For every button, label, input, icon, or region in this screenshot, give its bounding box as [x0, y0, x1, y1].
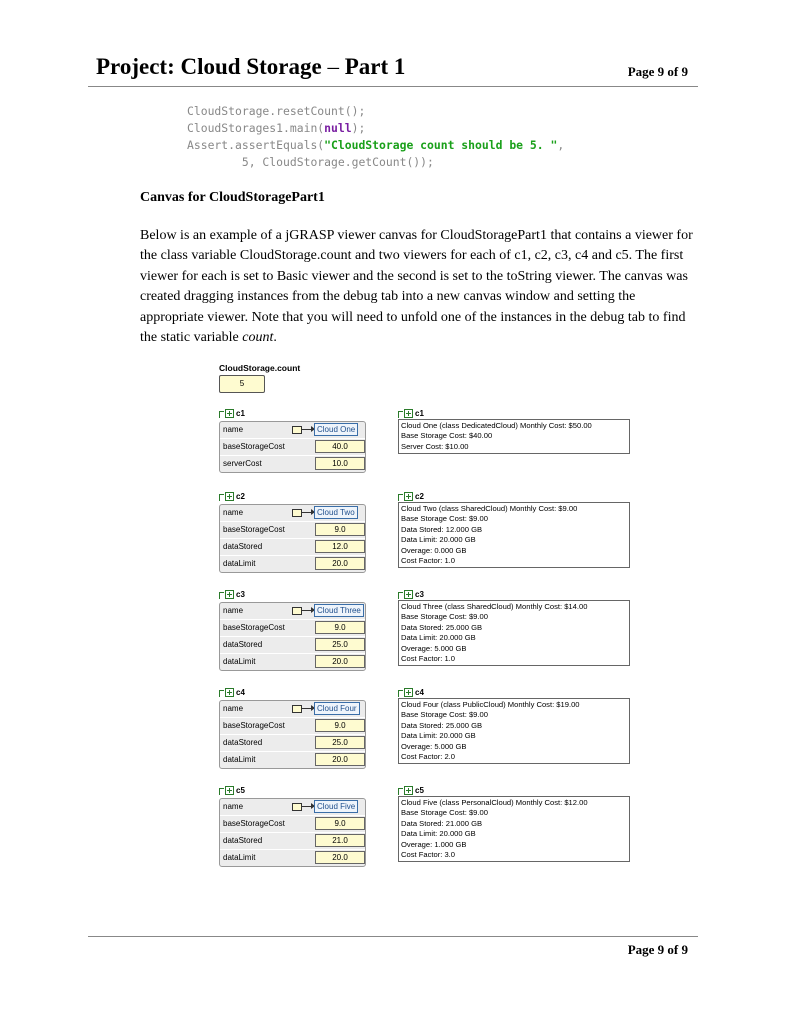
description-paragraph [140, 226, 696, 348]
tostring-line: Overage: 5.000 GB [401, 741, 467, 751]
title-part: Part 1 [344, 54, 406, 79]
string-value[interactable]: Cloud Two [314, 506, 358, 519]
tostring-line: Cost Factor: 3.0 [401, 850, 456, 860]
field-name: serverCost [223, 459, 262, 468]
expand-icon[interactable] [225, 409, 234, 418]
field-row [220, 833, 365, 850]
expand-icon[interactable] [225, 492, 234, 501]
field-value[interactable]: 9.0 [315, 621, 365, 634]
reference-icon [292, 607, 302, 615]
field-row [220, 654, 365, 670]
field-row [220, 539, 365, 556]
arrow-icon [301, 512, 314, 513]
field-row [220, 556, 365, 572]
paragraph-text: Below is an example of a jGRASP viewer canvas for CloudStoragePart1 that contains a viewer for the class variable CloudStorage.count and two viewers for each of c1, c2, c3, c4 and c5. The first viewer for each is set to Basic viewer and the second is set to the toString viewer. The canvas was created dragging instances from the debug tab into a new canvas window and setting the appropriate viewer. Note that you will need to unfold one of the instances in the debug tab to find the static variable [140, 228, 693, 346]
field-name: name [223, 606, 244, 615]
tostring-viewer-label [398, 408, 424, 418]
tostring-line: Data Stored: 25.000 GB [401, 622, 483, 632]
handle-icon [219, 788, 224, 795]
field-row [220, 735, 365, 752]
expand-icon[interactable] [404, 786, 413, 795]
field-name: dataLimit [223, 559, 256, 568]
tostring-line: Data Stored: 21.000 GB [401, 818, 483, 828]
handle-icon [219, 592, 224, 599]
tostring-viewer-label [398, 589, 424, 599]
expand-icon[interactable] [225, 590, 234, 599]
field-row [220, 816, 365, 833]
tostring-line: Data Stored: 12.000 GB [401, 524, 483, 534]
object-name: c2 [236, 491, 245, 501]
code-block [187, 103, 564, 171]
field-name: dataLimit [223, 657, 256, 666]
object-name: c1 [415, 408, 424, 418]
basic-viewer-label [219, 408, 245, 418]
field-row [220, 718, 365, 735]
field-name: dataLimit [223, 853, 256, 862]
field-name: baseStorageCost [223, 721, 285, 730]
code-line: 5, CloudStorage.getCount()); [187, 155, 434, 169]
footer-page-number: Page 9 of 9 [627, 942, 688, 957]
field-name: baseStorageCost [223, 525, 285, 534]
basic-viewer[interactable] [219, 700, 366, 769]
basic-viewer-label [219, 687, 245, 697]
handle-icon [219, 690, 224, 697]
field-row [220, 505, 365, 522]
basic-viewer-label [219, 589, 245, 599]
basic-viewer-label [219, 491, 245, 501]
field-row [220, 422, 365, 439]
tostring-line: Cloud Three (class SharedCloud) Monthly Cost: $14.00 [401, 602, 588, 611]
field-value[interactable]: 12.0 [315, 540, 365, 553]
tostring-line: Cost Factor: 1.0 [401, 556, 456, 566]
field-value[interactable]: 9.0 [315, 719, 365, 732]
handle-icon [219, 494, 224, 501]
tostring-line: Overage: 0.000 GB [401, 545, 467, 555]
field-value[interactable]: 20.0 [315, 851, 365, 864]
tostring-line: Data Limit: 20.000 GB [401, 535, 476, 545]
handle-icon [398, 494, 403, 501]
handle-icon [398, 592, 403, 599]
tostring-line: Data Limit: 20.000 GB [401, 829, 476, 839]
basic-viewer[interactable] [219, 798, 366, 867]
paragraph-emphasis: count [242, 330, 274, 346]
reference-icon [292, 426, 302, 434]
tostring-line: Base Storage Cost: $9.00 [401, 612, 488, 622]
object-name: c2 [415, 491, 424, 501]
tostring-line: Cloud Five (class PersonalCloud) Monthly Cost: $12.00 [401, 798, 588, 807]
object-name: c5 [415, 785, 424, 795]
field-name: baseStorageCost [223, 819, 285, 828]
expand-icon[interactable] [225, 786, 234, 795]
field-row [220, 620, 365, 637]
tostring-line: Overage: 5.000 GB [401, 643, 467, 653]
handle-icon [398, 411, 403, 418]
field-name: name [223, 508, 244, 517]
field-value[interactable]: 25.0 [315, 638, 365, 651]
string-value[interactable]: Cloud Four [314, 702, 360, 715]
basic-viewer[interactable] [219, 504, 366, 573]
tostring-line: Data Limit: 20.000 GB [401, 731, 476, 741]
tostring-viewer[interactable] [398, 419, 630, 454]
field-value[interactable]: 20.0 [315, 655, 365, 668]
tostring-line: Data Stored: 25.000 GB [401, 720, 483, 730]
code-keyword: null [324, 121, 352, 135]
expand-icon[interactable] [225, 688, 234, 697]
tostring-line: Cloud Two (class SharedCloud) Monthly Cost: $9.00 [401, 504, 578, 513]
field-value[interactable]: 10.0 [315, 457, 365, 470]
header-page-number: Page 9 of 9 [627, 64, 688, 79]
string-value[interactable]: Cloud Five [314, 800, 358, 813]
field-row [220, 522, 365, 539]
tostring-line: Cloud Four (class PublicCloud) Monthly Cost: $19.00 [401, 700, 580, 709]
field-name: dataStored [223, 640, 263, 649]
object-name: c4 [415, 687, 424, 697]
basic-viewer[interactable] [219, 421, 366, 473]
object-name: c1 [236, 408, 245, 418]
code-line [187, 120, 564, 137]
field-row [220, 439, 365, 456]
tostring-line: Data Limit: 20.000 GB [401, 633, 476, 643]
paragraph-end: . [273, 330, 277, 346]
code-text: CloudStorages1.main( [187, 121, 325, 135]
string-value[interactable]: Cloud One [314, 423, 358, 436]
field-name: dataLimit [223, 755, 256, 764]
tostring-viewer-label [398, 785, 424, 795]
field-name: baseStorageCost [223, 442, 285, 451]
string-value[interactable]: Cloud Three [314, 604, 364, 617]
title-main: Project: Cloud Storage [96, 54, 322, 79]
tostring-viewer-label [398, 491, 424, 501]
field-name: dataStored [223, 836, 263, 845]
tostring-line: Base Storage Cost: $9.00 [401, 514, 488, 524]
count-viewer-label: CloudStorage.count [219, 363, 301, 373]
arrow-icon [301, 610, 314, 611]
object-name: c4 [236, 687, 245, 697]
count-viewer-value[interactable]: 5 [219, 375, 265, 393]
tostring-viewer[interactable] [398, 502, 630, 568]
code-text: ); [351, 121, 366, 135]
arrow-icon [301, 708, 314, 709]
reference-icon [292, 705, 302, 713]
code-string: "CloudStorage count should be 5. " [324, 138, 558, 152]
tostring-line: Cost Factor: 1.0 [401, 654, 456, 664]
basic-viewer[interactable] [219, 602, 366, 671]
object-name: c3 [415, 589, 424, 599]
field-value[interactable]: 9.0 [315, 817, 365, 830]
field-value[interactable]: 20.0 [315, 557, 365, 570]
basic-viewer-label [219, 785, 245, 795]
field-name: dataStored [223, 542, 263, 551]
tostring-viewer-label [398, 687, 424, 697]
field-row [220, 752, 365, 768]
field-value[interactable]: 9.0 [315, 523, 365, 536]
tostring-line: Base Storage Cost: $9.00 [401, 710, 488, 720]
field-value[interactable]: 40.0 [315, 440, 365, 453]
field-name: dataStored [223, 738, 263, 747]
header-divider [88, 86, 698, 87]
field-row [220, 603, 365, 620]
field-name: baseStorageCost [223, 623, 285, 632]
field-row [220, 701, 365, 718]
code-line: CloudStorage.resetCount(); [187, 104, 366, 118]
tostring-line: Cost Factor: 2.0 [401, 752, 456, 762]
tostring-line: Overage: 1.000 GB [401, 839, 467, 849]
expand-icon[interactable] [404, 492, 413, 501]
object-name: c3 [236, 589, 245, 599]
field-value[interactable]: 20.0 [315, 753, 365, 766]
field-name: name [223, 425, 244, 434]
expand-icon[interactable] [404, 688, 413, 697]
code-text: Assert.assertEquals( [187, 138, 325, 152]
arrow-icon [301, 429, 314, 430]
tostring-viewer[interactable] [398, 698, 630, 764]
object-name: c5 [236, 785, 245, 795]
title-separator: – [321, 54, 345, 79]
field-value[interactable]: 21.0 [315, 834, 365, 847]
code-line [187, 137, 564, 154]
field-row [220, 637, 365, 654]
field-row [220, 456, 365, 472]
field-name: name [223, 704, 244, 713]
handle-icon [398, 788, 403, 795]
reference-icon [292, 509, 302, 517]
field-row [220, 850, 365, 866]
field-name: name [223, 802, 244, 811]
code-text: , [557, 138, 565, 152]
expand-icon[interactable] [404, 590, 413, 599]
arrow-icon [301, 806, 314, 807]
page-title [96, 54, 405, 80]
reference-icon [292, 803, 302, 811]
tostring-line: Cloud One (class DedicatedCloud) Monthly Cost: $50.00 [401, 421, 592, 430]
tostring-viewer[interactable] [398, 796, 630, 862]
tostring-viewer[interactable] [398, 600, 630, 666]
footer-divider [88, 936, 698, 937]
section-heading: Canvas for CloudStoragePart1 [140, 190, 325, 205]
handle-icon [219, 411, 224, 418]
field-row [220, 799, 365, 816]
expand-icon[interactable] [404, 409, 413, 418]
handle-icon [398, 690, 403, 697]
tostring-line: Base Storage Cost: $9.00 [401, 808, 488, 818]
field-value[interactable]: 25.0 [315, 736, 365, 749]
tostring-line: Server Cost: $10.00 [401, 441, 469, 451]
tostring-line: Base Storage Cost: $40.00 [401, 431, 493, 441]
